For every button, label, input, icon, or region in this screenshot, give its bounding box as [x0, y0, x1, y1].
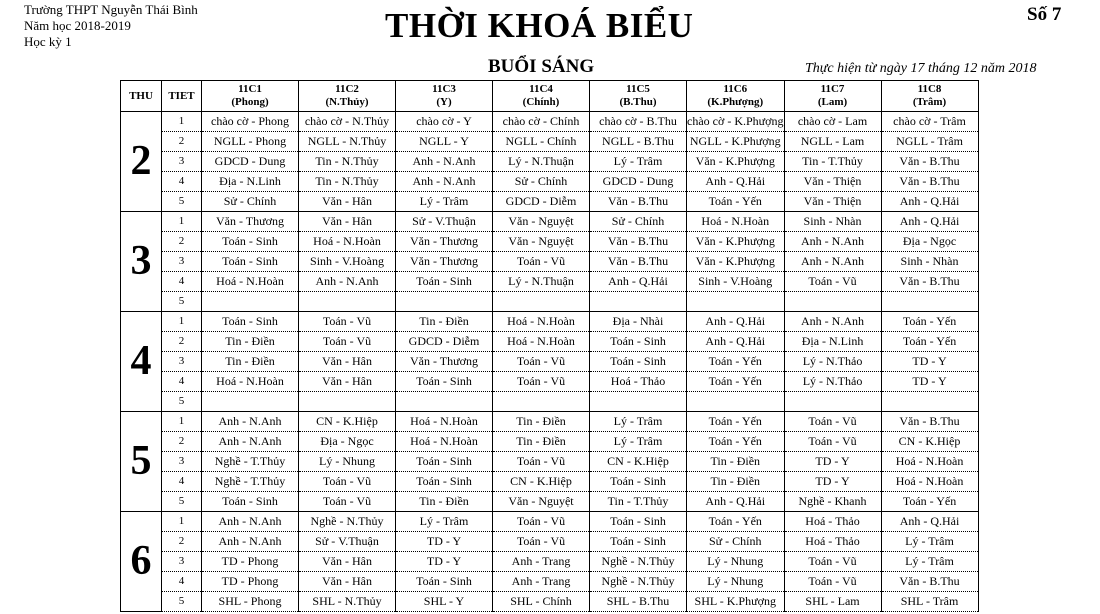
lesson-cell: Toán - Yến — [687, 412, 785, 432]
lesson-cell: Anh - Q.Hải — [881, 212, 978, 232]
lesson-cell: Toán - Sinh — [396, 572, 493, 592]
lesson-cell: Hoá - N.Hoàn — [493, 332, 590, 352]
lesson-cell: Lý - Trâm — [881, 552, 978, 572]
lesson-cell: chào cờ - Y — [396, 112, 493, 132]
lesson-cell: TD - Y — [784, 472, 881, 492]
lesson-cell: Anh - N.Anh — [784, 252, 881, 272]
lesson-cell: Văn - Hân — [299, 552, 396, 572]
class-header — [590, 81, 687, 112]
lesson-cell: Lý - Trâm — [396, 512, 493, 532]
document-number: Số 7 — [1027, 4, 1062, 25]
class-teacher: (N.Thủy) — [325, 96, 369, 108]
lesson-cell: Lý - Nhung — [687, 552, 785, 572]
lesson-cell: Toán - Sinh — [396, 372, 493, 392]
lesson-cell: Toán - Sinh — [202, 232, 299, 252]
lesson-cell: Toán - Vũ — [299, 472, 396, 492]
lesson-cell: Văn - B.Thu — [881, 172, 978, 192]
lesson-cell: Anh - N.Anh — [784, 312, 881, 332]
class-code: 11C1 — [238, 83, 262, 95]
lesson-cell: Văn - B.Thu — [881, 152, 978, 172]
day-label: 6 — [121, 512, 162, 612]
lesson-cell: Toán - Sinh — [590, 532, 687, 552]
lesson-cell: Văn - Nguyệt — [493, 212, 590, 232]
table-row — [121, 132, 979, 152]
lesson-cell: Anh - Q.Hải — [881, 192, 978, 212]
lesson-cell: Anh - Trang — [493, 552, 590, 572]
lesson-cell: Toán - Vũ — [493, 372, 590, 392]
lesson-cell: Hoá - N.Hoàn — [396, 432, 493, 452]
lesson-cell: Hoá - Thảo — [590, 372, 687, 392]
lesson-cell: Tin - Điền — [396, 492, 493, 512]
lesson-cell: Toán - Vũ — [784, 272, 881, 292]
period-number: 2 — [162, 332, 202, 352]
day-column-header: THU — [121, 81, 162, 112]
lesson-cell: chào cờ - K.Phượng — [687, 112, 785, 132]
class-code: 11C5 — [626, 83, 650, 95]
lesson-cell: Địa - N.Linh — [202, 172, 299, 192]
lesson-cell: Nghề - Khanh — [784, 492, 881, 512]
lesson-cell: NGLL - Y — [396, 132, 493, 152]
lesson-cell: Văn - B.Thu — [590, 232, 687, 252]
lesson-cell: Anh - Q.Hải — [687, 332, 785, 352]
lesson-cell: Anh - N.Anh — [396, 152, 493, 172]
period-number: 1 — [162, 412, 202, 432]
lesson-cell: Toán - Vũ — [784, 412, 881, 432]
lesson-cell: Lý - Trâm — [590, 432, 687, 452]
lesson-cell: Toán - Yến — [687, 192, 785, 212]
class-code: 11C4 — [529, 83, 553, 95]
lesson-cell: SHL - Phong — [202, 592, 299, 612]
period-number: 3 — [162, 552, 202, 572]
lesson-cell: Văn - B.Thu — [881, 412, 978, 432]
lesson-cell — [881, 292, 978, 312]
lesson-cell: Tin - N.Thủy — [299, 172, 396, 192]
lesson-cell: chào cờ - Trâm — [881, 112, 978, 132]
lesson-cell: Anh - N.Anh — [202, 432, 299, 452]
lesson-cell: Lý - N.Thuận — [493, 272, 590, 292]
lesson-cell: NGLL - B.Thu — [590, 132, 687, 152]
lesson-cell: Tin - Điền — [493, 412, 590, 432]
day-label: 4 — [121, 312, 162, 412]
period-number: 3 — [162, 152, 202, 172]
lesson-cell: Anh - N.Anh — [202, 532, 299, 552]
lesson-cell — [493, 392, 590, 412]
lesson-cell: CN - K.Hiệp — [299, 412, 396, 432]
table-row — [121, 232, 979, 252]
period-number: 1 — [162, 112, 202, 132]
day-label: 5 — [121, 412, 162, 512]
school-year: Năm học 2018-2019 — [24, 18, 131, 33]
lesson-cell: Văn - Thương — [396, 232, 493, 252]
timetable — [120, 80, 979, 612]
lesson-cell: TD - Y — [881, 372, 978, 392]
school-term: Học kỳ 1 — [24, 34, 72, 49]
lesson-cell: Anh - N.Anh — [299, 272, 396, 292]
table-row — [121, 352, 979, 372]
lesson-cell: Tin - Điền — [396, 312, 493, 332]
lesson-cell: Toán - Vũ — [493, 252, 590, 272]
lesson-cell: Sử - Chính — [687, 532, 785, 552]
lesson-cell: Toán - Vũ — [299, 492, 396, 512]
lesson-cell: Toán - Sinh — [396, 452, 493, 472]
lesson-cell: Văn - B.Thu — [881, 272, 978, 292]
lesson-cell: Toán - Sinh — [590, 472, 687, 492]
lesson-cell: GDCD - Diễm — [493, 192, 590, 212]
lesson-cell: Sử - Chính — [493, 172, 590, 192]
lesson-cell: GDCD - Dung — [202, 152, 299, 172]
lesson-cell: Hoá - Thảo — [784, 532, 881, 552]
lesson-cell: Văn - Thương — [396, 252, 493, 272]
lesson-cell: TD - Phong — [202, 552, 299, 572]
table-row — [121, 552, 979, 572]
class-teacher: (B.Thu) — [619, 96, 657, 108]
lesson-cell: SHL - Y — [396, 592, 493, 612]
lesson-cell: Toán - Yến — [881, 312, 978, 332]
table-row — [121, 312, 979, 332]
lesson-cell — [590, 392, 687, 412]
lesson-cell: Toán - Vũ — [299, 332, 396, 352]
table-row — [121, 252, 979, 272]
lesson-cell: Lý - Nhung — [299, 452, 396, 472]
class-teacher: (Trâm) — [912, 96, 947, 108]
period-number: 4 — [162, 372, 202, 392]
lesson-cell: Văn - Thương — [202, 212, 299, 232]
table-row — [121, 572, 979, 592]
table-row — [121, 152, 979, 172]
period-number: 5 — [162, 292, 202, 312]
period-number: 4 — [162, 472, 202, 492]
class-teacher: (Lam) — [817, 96, 848, 108]
class-teacher: (Phong) — [231, 96, 269, 108]
lesson-cell: Tin - Điền — [687, 472, 785, 492]
lesson-cell: GDCD - Diễm — [396, 332, 493, 352]
lesson-cell: Sinh - V.Hoàng — [687, 272, 785, 292]
period-number: 1 — [162, 212, 202, 232]
table-row — [121, 532, 979, 552]
lesson-cell: chào cờ - Phong — [202, 112, 299, 132]
lesson-cell: Lý - Nhung — [687, 572, 785, 592]
lesson-cell — [590, 292, 687, 312]
period-number: 2 — [162, 132, 202, 152]
lesson-cell: Tin - Điền — [202, 332, 299, 352]
period-number: 1 — [162, 312, 202, 332]
lesson-cell: SHL - Lam — [784, 592, 881, 612]
lesson-cell: Toán - Yến — [687, 432, 785, 452]
lesson-cell: Toán - Sinh — [590, 332, 687, 352]
lesson-cell: Toán - Vũ — [493, 512, 590, 532]
lesson-cell: Lý - Trâm — [881, 532, 978, 552]
page-title: THỜI KHOÁ BIỂU — [385, 6, 694, 45]
lesson-cell: Văn - B.Thu — [590, 252, 687, 272]
period-number: 5 — [162, 492, 202, 512]
day-label: 3 — [121, 212, 162, 312]
lesson-cell: Văn - Hân — [299, 372, 396, 392]
period-number: 3 — [162, 352, 202, 372]
lesson-cell: Toán - Vũ — [493, 532, 590, 552]
lesson-cell: Toán - Vũ — [784, 572, 881, 592]
lesson-cell: Anh - Trang — [493, 572, 590, 592]
lesson-cell: Anh - Q.Hải — [881, 512, 978, 532]
table-row — [121, 452, 979, 472]
lesson-cell: CN - K.Hiệp — [881, 432, 978, 452]
class-code: 11C7 — [820, 83, 845, 95]
lesson-cell: Anh - N.Anh — [202, 412, 299, 432]
period-number: 5 — [162, 592, 202, 612]
lesson-cell: Hoá - N.Hoàn — [493, 312, 590, 332]
table-row — [121, 412, 979, 432]
lesson-cell: Hoá - N.Hoàn — [202, 272, 299, 292]
lesson-cell: Văn - Thiện — [784, 192, 881, 212]
table-row — [121, 212, 979, 232]
lesson-cell: chào cờ - Chính — [493, 112, 590, 132]
table-row — [121, 192, 979, 212]
lesson-cell: Văn - Nguyệt — [493, 492, 590, 512]
table-row — [121, 492, 979, 512]
lesson-cell: Lý - Trâm — [396, 192, 493, 212]
class-header — [299, 81, 396, 112]
lesson-cell — [202, 292, 299, 312]
session-title: BUỔI SÁNG — [488, 56, 595, 77]
lesson-cell: Văn - Hân — [299, 212, 396, 232]
lesson-cell: Toán - Sinh — [396, 272, 493, 292]
lesson-cell: Văn - Nguyệt — [493, 232, 590, 252]
lesson-cell: Anh - N.Anh — [784, 232, 881, 252]
lesson-cell: Sinh - V.Hoàng — [299, 252, 396, 272]
lesson-cell: Toán - Sinh — [590, 352, 687, 372]
table-row — [121, 372, 979, 392]
lesson-cell: SHL - Trâm — [881, 592, 978, 612]
table-row — [121, 392, 979, 412]
lesson-cell — [687, 392, 785, 412]
lesson-cell: Anh - Q.Hải — [687, 312, 785, 332]
lesson-cell: Toán - Yến — [687, 352, 785, 372]
class-teacher: (K.Phượng) — [707, 96, 764, 108]
lesson-cell: Hoá - N.Hoàn — [299, 232, 396, 252]
lesson-cell: Anh - Q.Hải — [687, 172, 785, 192]
table-row — [121, 272, 979, 292]
lesson-cell: GDCD - Dung — [590, 172, 687, 192]
class-code: 11C8 — [917, 83, 942, 95]
lesson-cell: Lý - N.Thảo — [784, 352, 881, 372]
lesson-cell: Sử - Chính — [202, 192, 299, 212]
lesson-cell: Toán - Yến — [687, 512, 785, 532]
lesson-cell: Địa - Ngọc — [299, 432, 396, 452]
lesson-cell: Văn - K.Phượng — [687, 232, 785, 252]
lesson-cell: Văn - Hân — [299, 572, 396, 592]
lesson-cell: NGLL - Trâm — [881, 132, 978, 152]
class-header — [493, 81, 590, 112]
table-row — [121, 472, 979, 492]
lesson-cell: Lý - Trâm — [590, 152, 687, 172]
lesson-cell: Toán - Yến — [881, 492, 978, 512]
lesson-cell: Nghề - T.Thủy — [202, 452, 299, 472]
lesson-cell: chào cờ - Lam — [784, 112, 881, 132]
lesson-cell: SHL - K.Phượng — [687, 592, 785, 612]
lesson-cell: SHL - Chính — [493, 592, 590, 612]
lesson-cell: SHL - N.Thủy — [299, 592, 396, 612]
lesson-cell: Sử - V.Thuận — [396, 212, 493, 232]
lesson-cell: Văn - Hân — [299, 192, 396, 212]
lesson-cell: Toán - Vũ — [493, 452, 590, 472]
period-number: 1 — [162, 512, 202, 532]
table-header-row — [121, 81, 979, 112]
table-row — [121, 112, 979, 132]
lesson-cell: Địa - Ngọc — [881, 232, 978, 252]
lesson-cell: Toán - Vũ — [784, 552, 881, 572]
table-row — [121, 432, 979, 452]
lesson-cell: Toán - Sinh — [202, 252, 299, 272]
period-number: 5 — [162, 392, 202, 412]
lesson-cell: Văn - Hân — [299, 352, 396, 372]
lesson-cell — [299, 392, 396, 412]
class-teacher: (Y) — [436, 96, 452, 108]
lesson-cell: Tin - Điền — [493, 432, 590, 452]
lesson-cell — [299, 292, 396, 312]
lesson-cell: Lý - N.Thảo — [784, 372, 881, 392]
table-row — [121, 332, 979, 352]
lesson-cell — [784, 392, 881, 412]
class-code: 11C2 — [335, 83, 359, 95]
lesson-cell — [493, 292, 590, 312]
class-code: 11C6 — [723, 83, 748, 95]
class-header — [881, 81, 978, 112]
class-header — [784, 81, 881, 112]
period-number: 4 — [162, 172, 202, 192]
lesson-cell: Toán - Yến — [687, 372, 785, 392]
day-label: 2 — [121, 112, 162, 212]
table-row — [121, 292, 979, 312]
lesson-cell: Anh - N.Anh — [396, 172, 493, 192]
period-column-header: TIET — [162, 81, 202, 112]
lesson-cell — [784, 292, 881, 312]
lesson-cell: TD - Y — [784, 452, 881, 472]
lesson-cell: Nghề - N.Thủy — [590, 552, 687, 572]
lesson-cell: Lý - Trâm — [590, 412, 687, 432]
lesson-cell: Văn - K.Phượng — [687, 252, 785, 272]
lesson-cell: Anh - Q.Hải — [687, 492, 785, 512]
lesson-cell: Văn - Thương — [396, 352, 493, 372]
period-number: 2 — [162, 232, 202, 252]
lesson-cell: SHL - B.Thu — [590, 592, 687, 612]
lesson-cell: Văn - Thiện — [784, 172, 881, 192]
lesson-cell — [202, 392, 299, 412]
lesson-cell: Toán - Vũ — [493, 352, 590, 372]
lesson-cell: CN - K.Hiệp — [493, 472, 590, 492]
lesson-cell: Văn - K.Phượng — [687, 152, 785, 172]
class-teacher: (Chính) — [522, 96, 560, 108]
lesson-cell — [687, 292, 785, 312]
period-number: 4 — [162, 572, 202, 592]
table-row — [121, 592, 979, 612]
lesson-cell: Tin - T.Thủy — [784, 152, 881, 172]
lesson-cell: Nghề - T.Thủy — [202, 472, 299, 492]
lesson-cell — [396, 392, 493, 412]
lesson-cell: Toán - Vũ — [784, 432, 881, 452]
lesson-cell: Sinh - Nhàn — [881, 252, 978, 272]
lesson-cell: Toán - Yến — [881, 332, 978, 352]
lesson-cell: NGLL - Chính — [493, 132, 590, 152]
lesson-cell: NGLL - Phong — [202, 132, 299, 152]
lesson-cell: Hoá - N.Hoàn — [881, 472, 978, 492]
lesson-cell: Hoá - N.Hoàn — [396, 412, 493, 432]
lesson-cell: Tin - Điền — [687, 452, 785, 472]
lesson-cell: chào cờ - N.Thủy — [299, 112, 396, 132]
period-number: 3 — [162, 452, 202, 472]
lesson-cell: Tin - Điền — [202, 352, 299, 372]
class-header — [396, 81, 493, 112]
lesson-cell — [881, 392, 978, 412]
lesson-cell: Hoá - N.Hoàn — [881, 452, 978, 472]
period-number: 5 — [162, 192, 202, 212]
lesson-cell: CN - K.Hiệp — [590, 452, 687, 472]
lesson-cell: Sử - V.Thuận — [299, 532, 396, 552]
lesson-cell: Hoá - N.Hoàn — [202, 372, 299, 392]
lesson-cell: Toán - Sinh — [202, 492, 299, 512]
lesson-cell: Anh - N.Anh — [202, 512, 299, 532]
period-number: 4 — [162, 272, 202, 292]
lesson-cell: Sử - Chính — [590, 212, 687, 232]
period-number: 2 — [162, 432, 202, 452]
lesson-cell: Nghề - N.Thủy — [590, 572, 687, 592]
lesson-cell: Hoá - N.Hoàn — [687, 212, 785, 232]
period-number: 3 — [162, 252, 202, 272]
lesson-cell: TD - Y — [396, 552, 493, 572]
lesson-cell: Tin - N.Thủy — [299, 152, 396, 172]
lesson-cell — [396, 292, 493, 312]
lesson-cell: TD - Phong — [202, 572, 299, 592]
lesson-cell: Sinh - Nhàn — [784, 212, 881, 232]
lesson-cell: Lý - N.Thuận — [493, 152, 590, 172]
class-code: 11C3 — [432, 83, 456, 95]
lesson-cell: Địa - N.Linh — [784, 332, 881, 352]
table-row — [121, 172, 979, 192]
lesson-cell: TD - Y — [396, 532, 493, 552]
lesson-cell: Văn - B.Thu — [881, 572, 978, 592]
table-row — [121, 512, 979, 532]
lesson-cell: NGLL - K.Phượng — [687, 132, 785, 152]
period-number: 2 — [162, 532, 202, 552]
lesson-cell: Hoá - Thảo — [784, 512, 881, 532]
lesson-cell: Toán - Sinh — [396, 472, 493, 492]
lesson-cell: Văn - B.Thu — [590, 192, 687, 212]
lesson-cell: Toán - Sinh — [202, 312, 299, 332]
effective-date: Thực hiện từ ngày 17 tháng 12 năm 2018 — [805, 61, 1037, 76]
lesson-cell: NGLL - Lam — [784, 132, 881, 152]
school-name: Trường THPT Nguyễn Thái Bình — [24, 2, 198, 17]
lesson-cell: Nghề - N.Thủy — [299, 512, 396, 532]
class-header — [687, 81, 785, 112]
lesson-cell: Địa - Nhài — [590, 312, 687, 332]
lesson-cell: Toán - Sinh — [590, 512, 687, 532]
lesson-cell: NGLL - N.Thủy — [299, 132, 396, 152]
lesson-cell: chào cờ - B.Thu — [590, 112, 687, 132]
lesson-cell: TD - Y — [881, 352, 978, 372]
lesson-cell: Toán - Vũ — [299, 312, 396, 332]
class-header — [202, 81, 299, 112]
lesson-cell: Anh - Q.Hải — [590, 272, 687, 292]
lesson-cell: Tin - T.Thủy — [590, 492, 687, 512]
